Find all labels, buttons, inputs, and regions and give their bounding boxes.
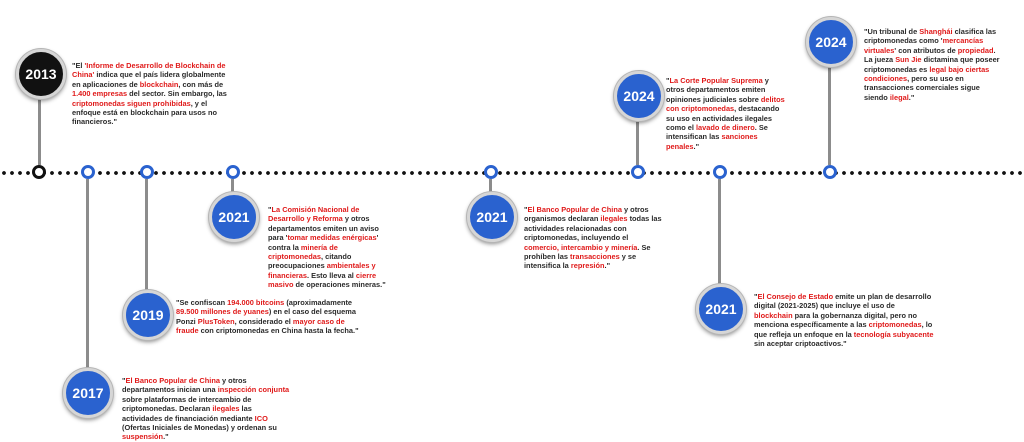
connector-line xyxy=(86,179,89,371)
highlight-text: El Banco Popular de China xyxy=(527,205,622,214)
body-text: del sector. Sin embargo, las xyxy=(127,89,227,99)
body-text: ." xyxy=(693,141,700,151)
highlight-text: tecnología subyacente xyxy=(853,329,934,339)
body-text: ) en el caso del esquema Ponzi xyxy=(176,307,356,326)
highlight-text: represión xyxy=(570,261,605,271)
body-text: ' con atributos de xyxy=(894,45,958,55)
year-badge-2017: 2017 xyxy=(63,368,113,418)
body-text: " xyxy=(524,205,528,214)
connector-line xyxy=(718,179,721,287)
highlight-text: Shanghái xyxy=(919,27,953,36)
body-text: para la gobernanza digital, pero no menciona específicamente a las xyxy=(754,310,918,330)
year-badge-2013: 2013 xyxy=(16,49,66,99)
highlight-text: ilegal xyxy=(889,92,909,102)
timeline-node xyxy=(226,165,240,179)
connector-line xyxy=(636,118,639,165)
highlight-text: El Banco Popular de China xyxy=(125,376,220,385)
year-badge-2024: 2024 xyxy=(806,17,856,67)
highlight-text: blockchain xyxy=(754,310,793,320)
year-badge-2024: 2024 xyxy=(614,71,664,121)
highlight-text: mayor caso de fraude xyxy=(176,316,345,336)
timeline-node xyxy=(32,165,46,179)
highlight-text: cierre masivo xyxy=(268,270,377,290)
body-text: . La jueza xyxy=(864,45,996,65)
body-text: , y el enfoque está en blockchain para usos no financieros." xyxy=(72,98,217,127)
body-text: " xyxy=(122,376,126,385)
body-text: (aproximadamente xyxy=(284,298,353,307)
highlight-text: blockchain xyxy=(139,79,179,89)
highlight-text: comercio, intercambio y minería xyxy=(524,242,638,252)
timeline-node xyxy=(823,165,837,179)
highlight-text: suspensión xyxy=(122,432,164,442)
connector-line xyxy=(145,179,148,292)
body-text: , considerado el xyxy=(234,316,293,326)
body-text: , lo que refleja un enfoque en la xyxy=(754,320,933,339)
connector-line xyxy=(489,179,492,193)
timeline-node xyxy=(484,165,498,179)
body-text: con criptomonedas en China hasta la fecha." xyxy=(198,326,359,336)
highlight-text: 194.000 bitcoins xyxy=(227,298,285,307)
body-text: , pero su uso en transacciones comerciales sigue siendo xyxy=(864,74,980,102)
timeline-node xyxy=(631,165,645,179)
body-text: . Se prohíben las xyxy=(524,242,651,262)
body-text: , destacando su uso en actividades ilegales como el xyxy=(666,104,780,133)
event-text-2024 xyxy=(864,27,1004,102)
body-text: sobre plataformas de intercambio de criptomonedas. Declaran xyxy=(122,394,252,414)
body-text: " xyxy=(666,76,670,85)
event-text-2024 xyxy=(666,76,788,151)
body-text: , citando preocupaciones xyxy=(268,252,352,271)
event-text-2021 xyxy=(754,292,934,348)
event-text-2017 xyxy=(122,376,290,442)
body-text: , con más de xyxy=(178,79,224,89)
body-text: y se intensifica la xyxy=(524,252,637,271)
highlight-text: ambientales y financieras xyxy=(268,261,376,280)
body-text: . Esto lleva al xyxy=(307,270,356,280)
highlight-text: delitos con criptomonedas xyxy=(666,94,785,114)
body-text: y otros organismos declaran xyxy=(524,205,649,224)
body-text: (Ofertas Iniciales de Monedas) y ordenan su xyxy=(122,423,277,433)
event-text-2021 xyxy=(268,205,388,290)
event-text-2021 xyxy=(524,205,664,271)
connector-line xyxy=(231,179,234,193)
highlight-text: tomar medidas enérgicas xyxy=(287,233,377,243)
highlight-text: lavado de dinero xyxy=(695,123,755,133)
highlight-text: PlusToken xyxy=(197,316,235,326)
body-text: emite un plan de desarrollo digital (2021-2025) que incluye el uso de xyxy=(754,292,932,311)
body-text: sin aceptar criptoactivos." xyxy=(754,339,847,349)
body-text: " xyxy=(268,205,272,214)
body-text: "Un tribunal de xyxy=(864,27,920,36)
body-text: las actividades de financiación mediante xyxy=(122,404,255,423)
body-text: y otros departamentos emiten un aviso para ' xyxy=(268,214,379,243)
highlight-text: ilegales xyxy=(212,404,240,414)
highlight-text: legal bajo ciertas condiciones xyxy=(864,64,990,84)
connector-line xyxy=(38,95,41,165)
highlight-text: transacciones xyxy=(570,252,620,262)
body-text: dictamina que poseer criptomonedas es xyxy=(864,55,1000,74)
body-text: indica que el país lidera globalmente en aplicaciones de xyxy=(72,70,226,89)
highlight-text: minería de criptomonedas xyxy=(268,242,338,262)
body-text: " xyxy=(754,292,758,301)
timeline-node xyxy=(713,165,727,179)
connector-line xyxy=(828,62,831,165)
highlight-text: criptomonedas xyxy=(868,320,922,330)
body-text: y otros departamentos emiten opiniones judiciales sobre xyxy=(666,76,769,104)
body-text: todas las actividades relacionadas con criptomonedas, incluyendo el xyxy=(524,214,662,243)
highlight-text: propiedad xyxy=(957,45,994,55)
highlight-text: 89.500 millones de yuanes xyxy=(176,307,269,317)
highlight-text: 1.400 empresas xyxy=(72,89,128,99)
highlight-text: mercancías virtuales xyxy=(864,36,984,55)
body-text: ' contra la xyxy=(268,233,379,252)
body-text: y otros departamentos inician una xyxy=(122,376,247,395)
highlight-text: Sun Jie xyxy=(895,55,922,65)
highlight-text: sanciones penales xyxy=(666,132,758,151)
timeline-node xyxy=(140,165,154,179)
body-text: . Se intensifican las xyxy=(666,123,768,142)
body-text: ." xyxy=(163,432,169,442)
highlight-text: La Comisión Nacional de Desarrollo y Reforma xyxy=(268,205,360,224)
body-text: ." xyxy=(908,92,915,102)
body-text: "Se confiscan xyxy=(176,298,228,307)
event-text-2013 xyxy=(72,61,234,127)
body-text: "El xyxy=(72,61,85,70)
year-badge-2021: 2021 xyxy=(209,192,259,242)
body-text: clasifica las criptomonedas como ' xyxy=(864,27,997,46)
highlight-text: ilegales xyxy=(600,214,628,224)
highlight-text: La Corte Popular Suprema xyxy=(669,76,763,85)
highlight-text: 'Informe de Desarrollo de Blockchain de China' xyxy=(72,61,226,80)
year-badge-2021: 2021 xyxy=(696,284,746,334)
year-badge-2019: 2019 xyxy=(123,290,173,340)
highlight-text: ICO xyxy=(254,413,268,423)
timeline-node xyxy=(81,165,95,179)
year-badge-2021: 2021 xyxy=(467,192,517,242)
highlight-text: criptomonedas siguen prohibidas xyxy=(72,98,191,108)
highlight-text: El Consejo de Estado xyxy=(757,292,834,301)
event-text-2019 xyxy=(176,298,366,336)
highlight-text: inspección conjunta xyxy=(217,385,290,395)
body-text: de operaciones mineras." xyxy=(293,280,386,290)
body-text: ." xyxy=(604,261,611,271)
